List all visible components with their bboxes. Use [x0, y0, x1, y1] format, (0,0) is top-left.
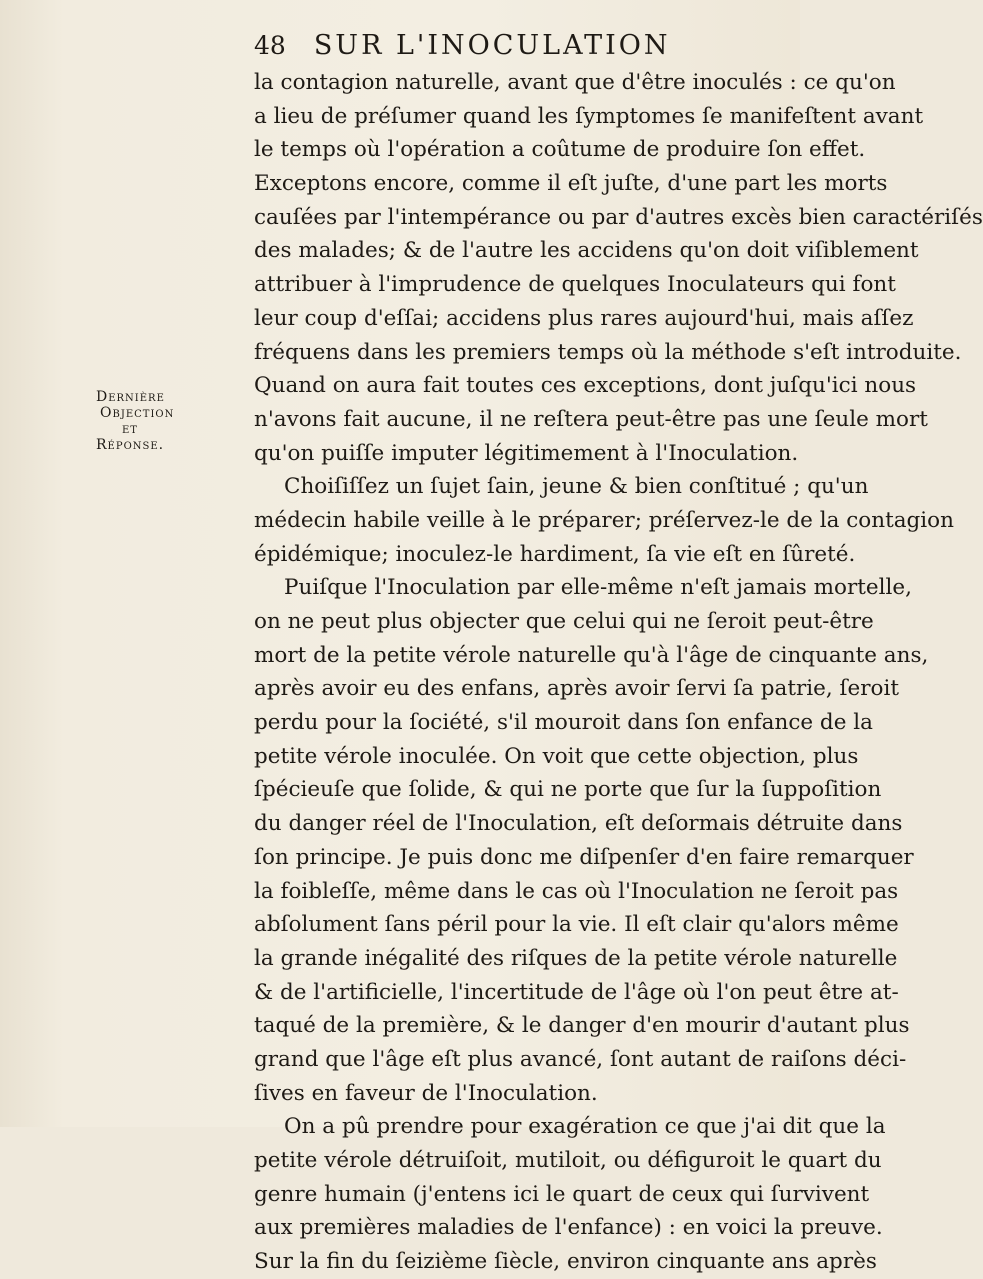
- text-line: Puiſque l'Inoculation par elle-même n'eſt jamais mortelle,: [284, 575, 912, 601]
- text-line: petite vérole inoculée. On voit que cette objection, plus: [254, 743, 859, 769]
- text-line: le temps où l'opération a coûtume de produire ſon effet.: [254, 137, 866, 163]
- text-line: Sur la fin du ſeizième ſiècle, environ cinquante ans après: [254, 1249, 877, 1275]
- text-line: après avoir eu des enfans, après avoir ſervi ſa patrie, ſeroit: [254, 676, 899, 702]
- text-line: perdu pour la ſociété, s'il mouroit dans ſon enfance de la: [254, 710, 873, 736]
- text-line: la foibleſſe, même dans le cas où l'Inoculation ne ſeroit pas: [254, 878, 899, 904]
- text-line: ſpécieuſe que ſolide, & qui ne porte que ſur la ſuppoſition: [254, 777, 882, 803]
- text-line: médecin habile veille à le préparer; préſervez-le de la contagion: [254, 507, 954, 533]
- text-line: des malades; & de l'autre les accidens qu'on doit viſiblement: [254, 238, 919, 264]
- text-line: n'avons fait aucune, il ne reſtera peut-être pas une ſeule mort: [254, 406, 928, 432]
- text-line: la contagion naturelle, avant que d'être inoculés : ce qu'on: [254, 70, 896, 95]
- margin-note-line: Objection: [100, 405, 175, 421]
- margin-note-line: Dernière: [96, 389, 165, 405]
- text-line: taqué de la première, & le danger d'en mourir d'autant plus: [254, 1013, 910, 1039]
- page-number: 48: [254, 31, 286, 60]
- text-line: genre humain (j'entens ici le quart de ceux qui ſurvivent: [254, 1181, 870, 1207]
- text-line: la grande inégalité des riſques de la petite vérole naturelle: [254, 945, 898, 971]
- running-title: SUR L'INOCULATION: [313, 30, 671, 61]
- text-line: Exceptons encore, comme il eſt juſte, d'une part les morts: [254, 171, 888, 197]
- text-line: fréquens dans les premiers temps où la méthode s'eſt introduite.: [254, 339, 962, 365]
- text-line: leur coup d'eſſai; accidens plus rares aujourd'hui, mais aſſez: [254, 305, 914, 331]
- page-header: [254, 30, 671, 61]
- body-text: [254, 66, 983, 1279]
- text-line: cauſées par l'intempérance ou par d'autres excès bien caractériſés: [254, 204, 983, 230]
- text-line: Quand on aura fait toutes ces exceptions, dont juſqu'ici nous: [254, 373, 917, 399]
- text-line: ſives en faveur de l'Inoculation.: [254, 1080, 598, 1106]
- text-line: & de l'artificielle, l'incertitude de l'âge où l'on peut être at-: [254, 979, 899, 1005]
- text-line: attribuer à l'imprudence de quelques Inoculateurs qui font: [254, 272, 896, 298]
- margin-note: [96, 389, 246, 453]
- text-line: du danger réel de l'Inoculation, eſt deſormais détruite dans: [254, 811, 903, 837]
- text-line: on ne peut plus objecter que celui qui ne ſeroit peut-être: [254, 609, 874, 634]
- text-line: On a pû prendre pour exagération ce que j'ai dit que la: [284, 1114, 886, 1140]
- text-line: mort de la petite vérole naturelle qu'à l'âge de cinquante ans,: [254, 642, 929, 668]
- text-line: épidémique; inoculez-le hardiment, ſa vie eſt en ſûreté.: [254, 541, 856, 567]
- text-line: petite vérole détruiſoit, mutiloit, ou défiguroit le quart du: [254, 1148, 882, 1173]
- text-line: abſolument ſans péril pour la vie. Il eſt clair qu'alors même: [254, 912, 899, 938]
- text-line: ſon principe. Je puis donc me diſpenſer d'en faire remarquer: [254, 844, 914, 870]
- text-line: a lieu de préſumer quand les ſymptomes ſe manifeſtent avant: [254, 103, 924, 129]
- text-line: qu'on puiſſe imputer légitimement à l'Inoculation.: [254, 440, 799, 466]
- margin-note-line: et: [122, 421, 138, 437]
- text-line: Choiſiſſez un ſujet ſain, jeune & bien conſtitué ; qu'un: [284, 474, 869, 500]
- margin-note-line: Réponse.: [96, 437, 165, 453]
- text-line: aux premières maladies de l'enfance) : en voici la preuve.: [254, 1215, 883, 1241]
- text-line: grand que l'âge eſt plus avancé, ſont autant de raiſons déci-: [254, 1046, 907, 1072]
